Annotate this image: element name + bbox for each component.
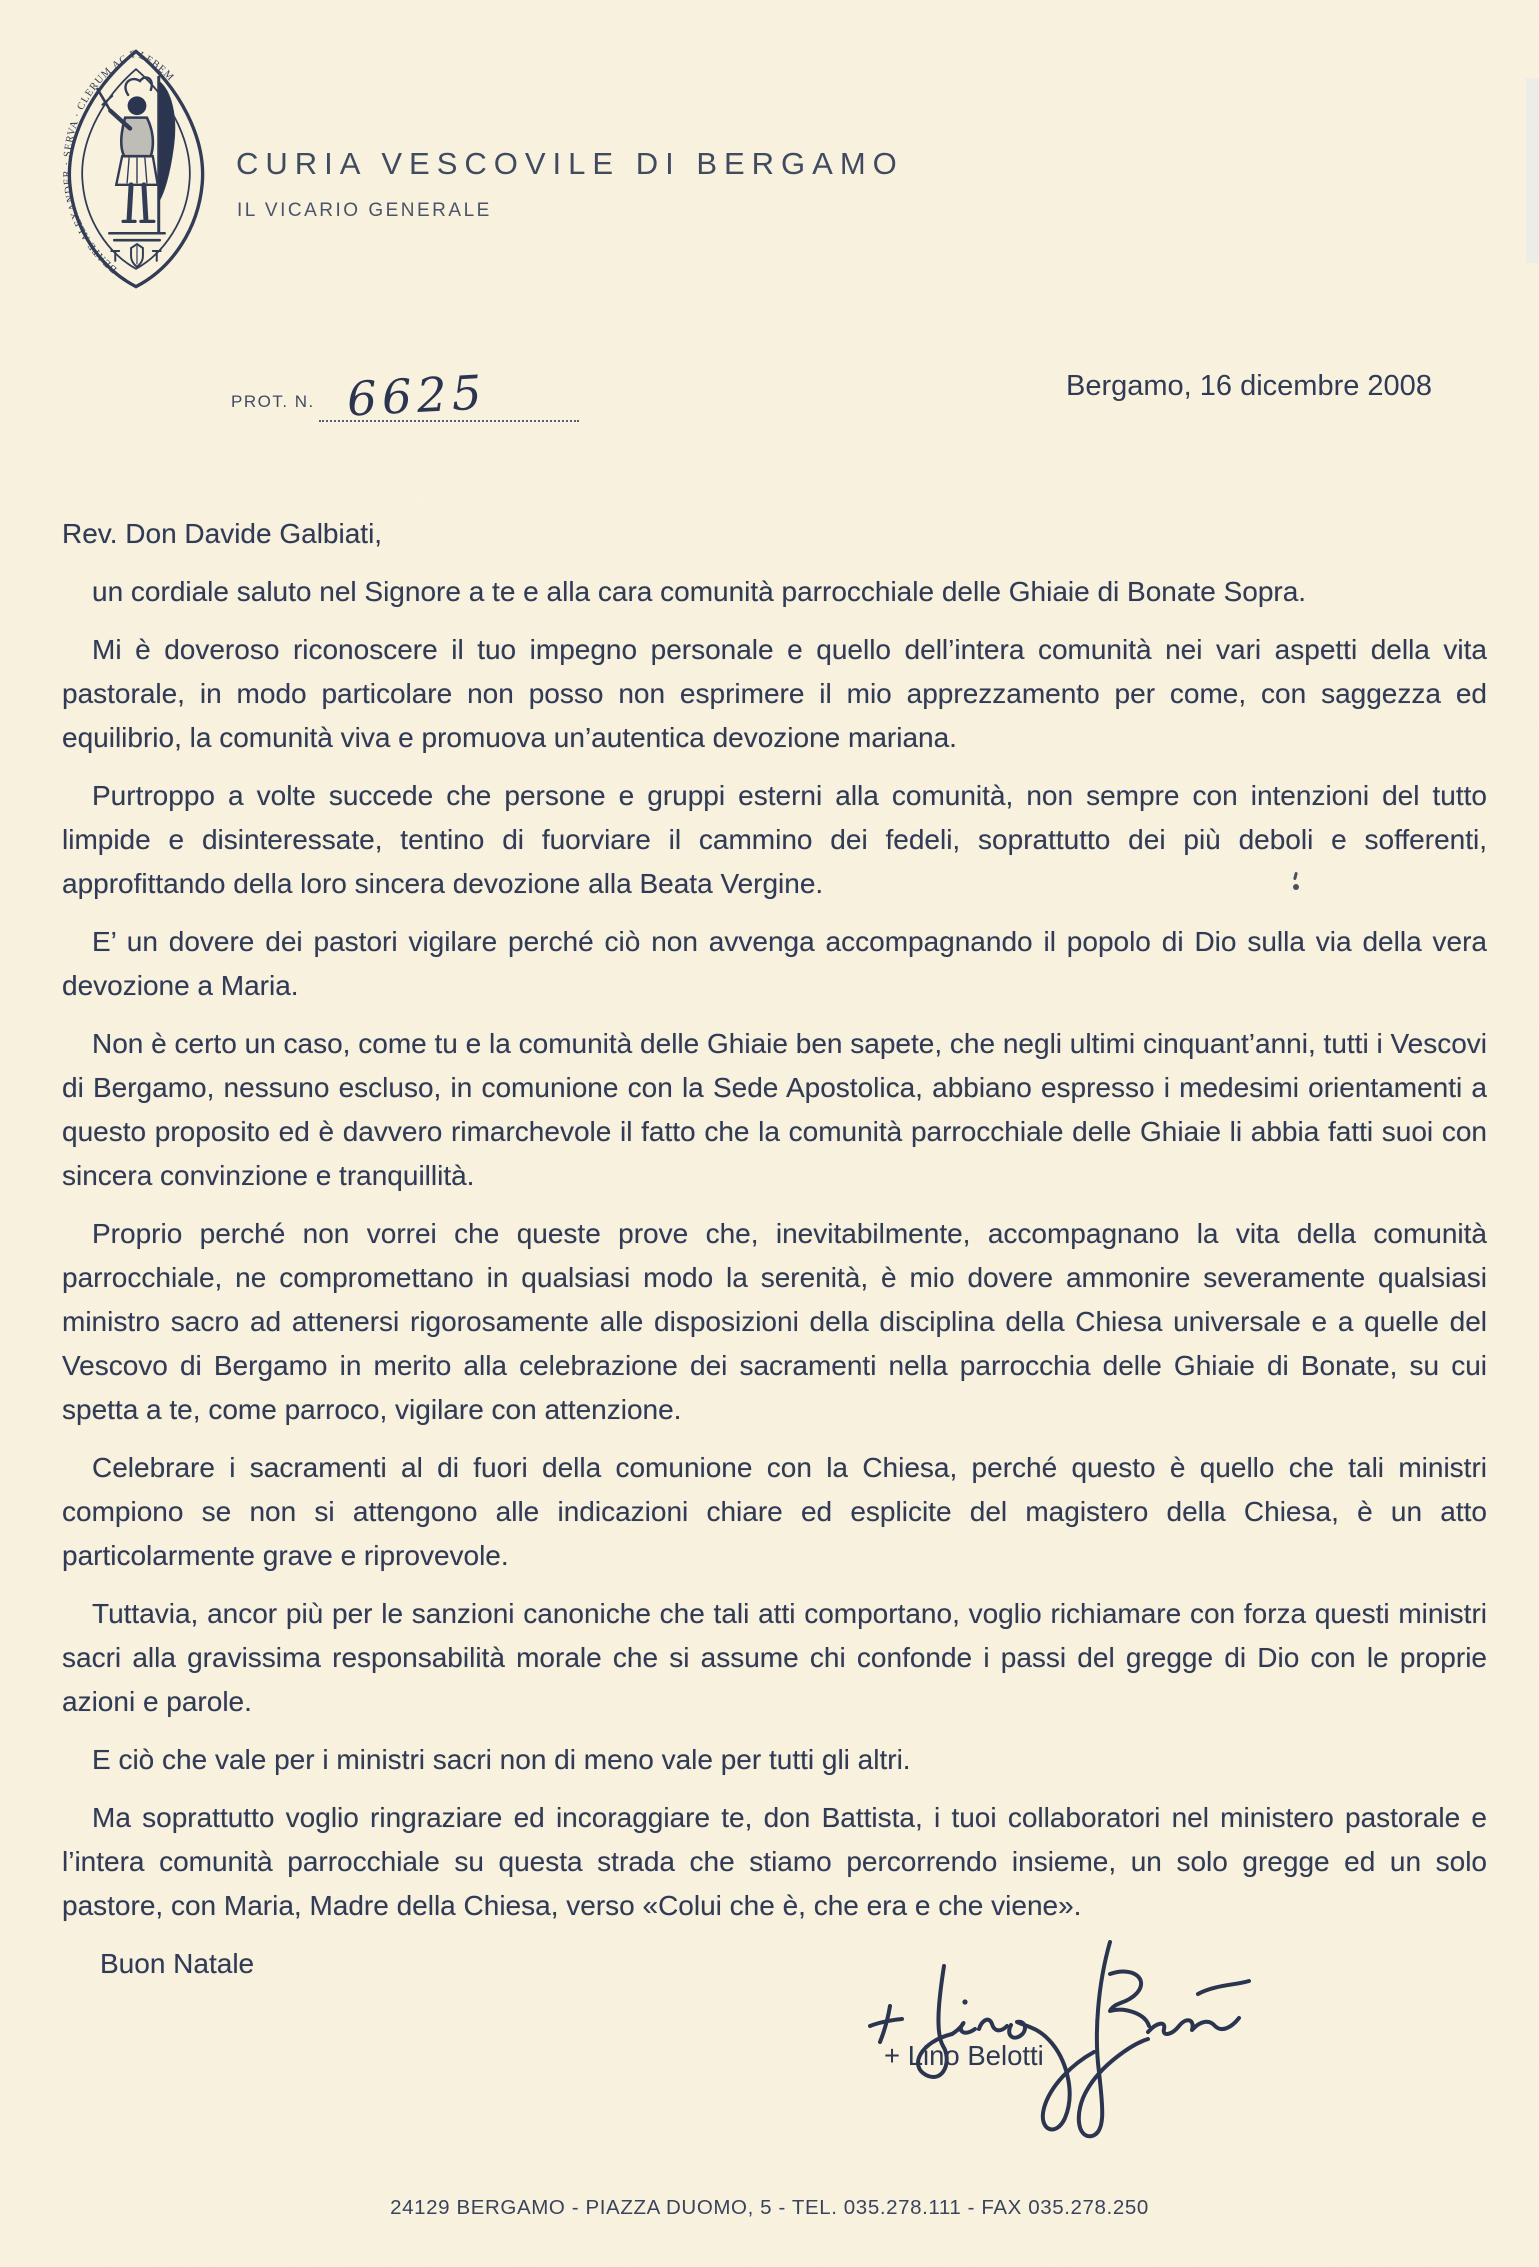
org-role: IL VICARIO GENERALE bbox=[237, 200, 492, 221]
salutation: Rev. Don Davide Galbiati, bbox=[62, 518, 383, 549]
paragraph: Tuttavia, ancor più per le sanzioni canoniche che tali atti comportano, voglio richiamare con forza questi ministri sacri alla gravissima responsabilità morale che si assume chi confonde i passi del gregge di Dio con le proprie azioni e parole. bbox=[62, 1598, 1487, 1717]
place-date: Bergamo, 16 dicembre 2008 bbox=[1066, 370, 1432, 402]
footer-address: 24129 BERGAMO - PIAZZA DUOMO, 5 - TEL. 035.278.111 - FAX 035.278.250 bbox=[390, 2196, 1149, 2219]
ink-mark bbox=[1293, 884, 1299, 890]
closing-greeting: Buon Natale bbox=[100, 1948, 255, 1979]
signature-name-printed: + Lino Belotti bbox=[884, 2040, 1044, 2071]
paragraph: E ciò che vale per i ministri sacri non di meno vale per tutti gli altri. bbox=[92, 1744, 911, 1775]
paragraph: Celebrare i sacramenti al di fuori della comunione con la Chiesa, perché questo è quello che tali ministri compiono se non si attengono alle indicazioni chiare ed esplicite del magistero della Chiesa, è un atto particolarmente grave e riprovevole. bbox=[62, 1452, 1487, 1571]
protocol-label: PROT. N. bbox=[231, 392, 315, 411]
paragraph: Mi è doveroso riconoscere il tuo impegno personale e quello dell’intera comunità nei vari aspetti della vita pastorale, in modo particolare non posso non esprimere il mio apprezzamento per come, con saggezza ed equilibrio, la comunità viva e promuova un’autentica devozione mariana. bbox=[62, 634, 1487, 753]
paragraph: Non è certo un caso, come tu e la comunità delle Ghiaie ben sapete, che negli ultimi cinquant’anni, tutti i Vescovi di Bergamo, nessuno escluso, in comunione con la Sede Apostolica, abbiano espresso i medesimi orientamenti a questo proposito ed è davvero rimarchevole il fatto che la comunità parrocchiale delle Ghiaie li abbia fatti suoi con sincera convinzione e tranquillità. bbox=[62, 1028, 1487, 1191]
scan-edge-artifact bbox=[1526, 78, 1539, 263]
paragraph: Proprio perché non vorrei che queste prove che, inevitabilmente, accompagnano la vita della comunità parrocchiale, ne compromettano in qualsiasi modo la serenità, è mio dovere ammonire severamente qualsiasi ministro sacro ad attenersi rigorosamente alle disposizioni della disciplina della Chiesa universale e a quelle del Vescovo di Bergamo in merito alla celebrazione dei sacramenti nella parrocchia delle Ghiaie di Bonate, su cui spetta a te, come parroco, vigilare con attenzione. bbox=[62, 1218, 1487, 1425]
signature-block bbox=[848, 1922, 1348, 2162]
paragraph: Ma soprattutto voglio ringraziare ed incoraggiare te, don Battista, i tuoi collaboratori nel ministero pastorale e l’intera comunità parrocchiale su questa strada che stiamo percorrendo insieme, un solo gregge ed un solo pastore, con Maria, Madre della Chiesa, verso «Colui che è, che era e che viene». bbox=[62, 1802, 1487, 1921]
diocese-seal-icon bbox=[52, 44, 220, 294]
protocol-dotted-line bbox=[319, 365, 579, 428]
paragraph: E’ un dovere dei pastori vigilare perché ciò non avvenga accompagnando il popolo di Dio sulla via della vera devozione a Maria. bbox=[62, 926, 1487, 1001]
letter-body bbox=[62, 512, 1487, 2000]
org-name: CURIA VESCOVILE DI BERGAMO bbox=[236, 146, 904, 181]
protocol-row bbox=[231, 365, 579, 428]
seal-inscription: BEATE ALEXANDER · SERVA · CLERUM AC PLEBEM bbox=[61, 48, 177, 275]
paragraph: un cordiale saluto nel Signore a te e alla cara comunità parrocchiale delle Ghiaie di Bonate Sopra. bbox=[92, 576, 1307, 607]
protocol-number-handwritten: 6625 bbox=[345, 365, 488, 428]
paragraph: Purtroppo a volte succede che persone e gruppi esterni alla comunità, non sempre con intenzioni del tutto limpide e disinteressate, tentino di fuorviare il cammino dei fedeli, soprattutto dei più deboli e sofferenti, approfittando della loro sincera devozione alla Beata Vergine. bbox=[62, 780, 1487, 899]
